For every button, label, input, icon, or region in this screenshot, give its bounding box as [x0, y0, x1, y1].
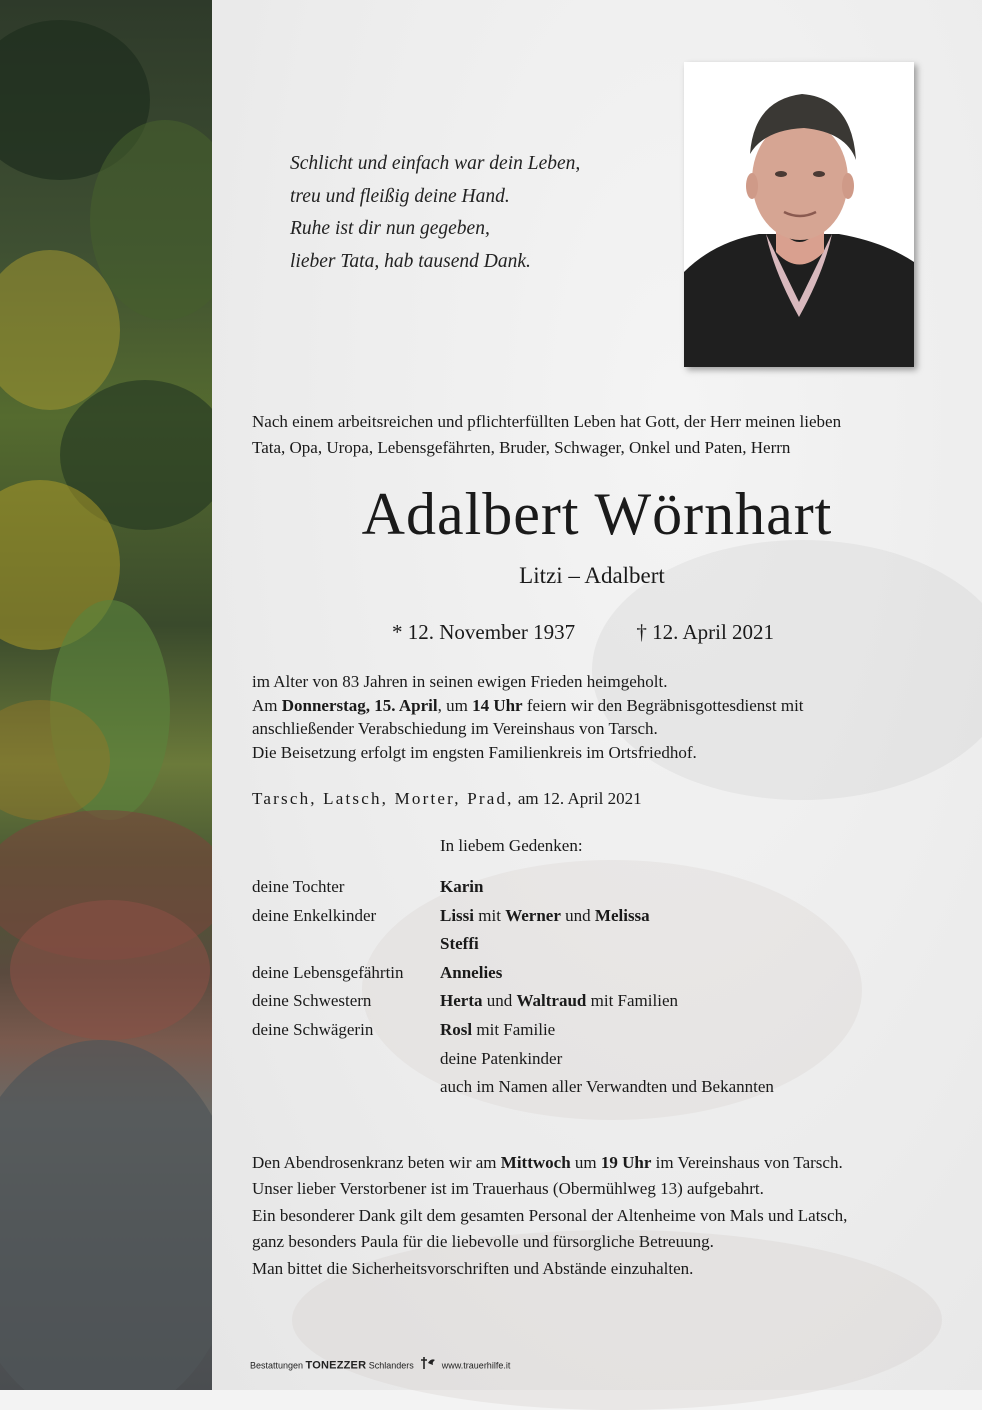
portrait-image	[684, 62, 914, 367]
funeral-line: im Alter von 83 Jahren in seinen ewigen Frieden heimgeholt.	[252, 672, 668, 691]
deceased-nickname: Litzi – Adalbert	[519, 563, 665, 588]
poem-line: Ruhe ist dir nun gegeben,	[290, 218, 490, 239]
intro-text	[252, 409, 942, 461]
poem-line: Schlicht und einfach war dein Leben,	[290, 153, 581, 174]
intro-line: Tata, Opa, Uropa, Lebensgefährten, Bruder, Schwager, Onkel und Paten, Herrn	[252, 438, 791, 457]
closing-line: ganz besonders Paula für die liebevolle und fürsorgliche Betreuung.	[252, 1232, 714, 1252]
place-date	[252, 787, 642, 811]
closing-notes	[252, 1150, 847, 1282]
closing-line: Den Abendrosenkranz beten wir am Mittwoch um 19 Uhr im Vereinshaus von Tarsch.	[252, 1153, 843, 1172]
funeral-time: 14 Uhr	[472, 695, 523, 715]
closing-line: Man bittet die Sicherheitsvorschriften und Abstände einzuhalten.	[252, 1258, 694, 1278]
birth-date: * 12. November 1937	[392, 620, 576, 644]
funeral-line: Am Donnerstag, 15. April, um 14 Uhr feiern wir den Begräbnisgottesdienst mit	[252, 695, 804, 715]
portrait-photo	[684, 62, 914, 367]
poem	[290, 148, 580, 278]
places: Tarsch, Latsch, Morter, Prad,	[252, 789, 514, 808]
funeral-info	[252, 670, 804, 764]
deceased-name: Adalbert Wörnhart	[361, 481, 833, 547]
funeral-line: anschließender Verabschiedung im Vereinshaus von Tarsch.	[252, 719, 658, 738]
life-dates	[392, 618, 774, 646]
funeral-home-name: TONEZZER	[305, 1359, 367, 1372]
death-date: † 12. April 2021	[636, 620, 775, 644]
website-link[interactable]: www.trauerhilfe.it	[441, 1360, 511, 1371]
footer: Bestattungen TONEZZER Schlanders www.trauerhilfe.it	[250, 1356, 510, 1376]
closing-line: Unser lieber Verstorbener ist im Trauerhaus (Obermühlweg 13) aufgebahrt.	[252, 1179, 764, 1199]
funeral-day: Donnerstag, 15. April	[281, 695, 438, 715]
notice-date: am 12. April 2021	[513, 789, 642, 808]
closing-line: Ein besonderer Dank gilt dem gesamten Personal der Altenheime von Mals und Latsch,	[252, 1205, 848, 1225]
poem-line: lieber Tata, hab tausend Dank.	[290, 250, 531, 272]
forest-side-image	[0, 0, 212, 1390]
intro-line: Nach einem arbeitsreichen und pflichterfüllten Leben hat Gott, der Herr meinen lieben	[252, 412, 842, 431]
funeral-line: Die Beisetzung erfolgt im engsten Familienkreis im Ortsfriedhof.	[252, 742, 697, 762]
cross-dove-icon	[420, 1356, 436, 1374]
memory-heading: In liebem Gedenken:	[440, 836, 583, 855]
poem-line: treu und fleißig deine Hand.	[290, 185, 510, 207]
